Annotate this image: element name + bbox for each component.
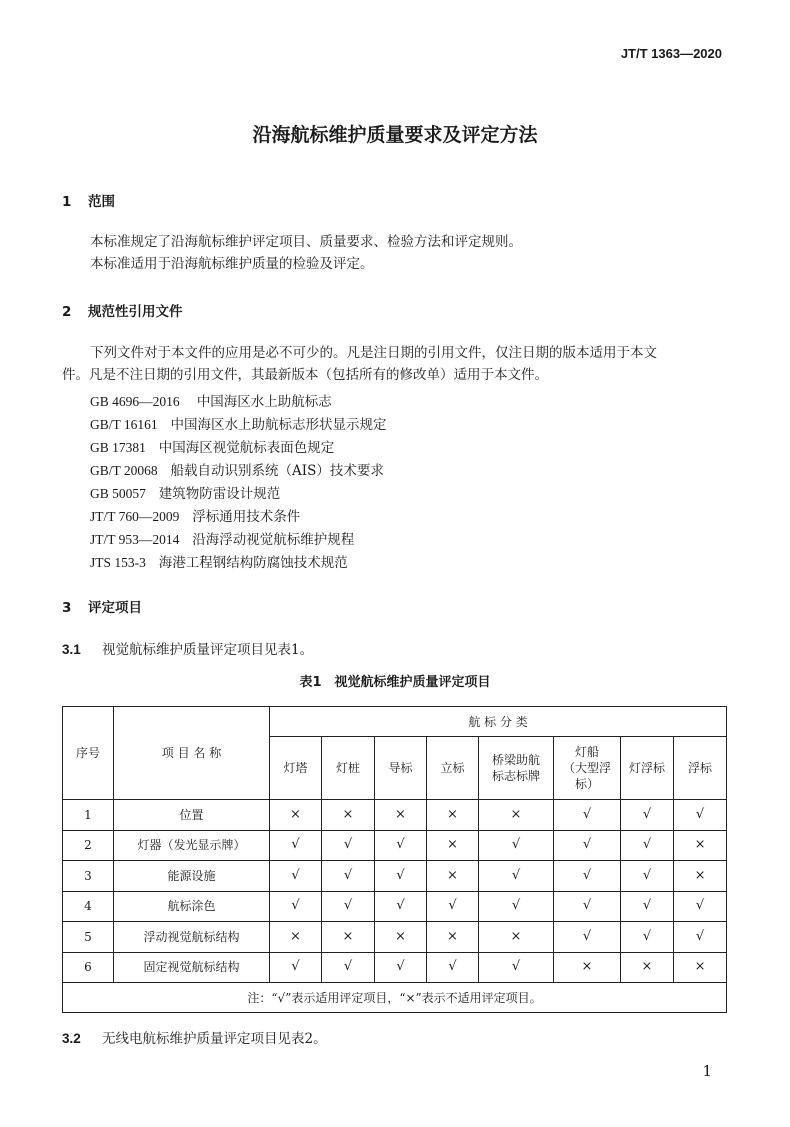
table-row bbox=[63, 891, 727, 922]
clause-3-1 bbox=[62, 638, 313, 658]
clause-3-2 bbox=[62, 1027, 327, 1047]
header-category: 浮标 bbox=[674, 737, 727, 800]
reference-title: 浮标通用技术条件 bbox=[192, 509, 301, 525]
row-mark: × bbox=[479, 922, 554, 953]
row-seq: 2 bbox=[63, 830, 114, 861]
table-1-title: 表1 视觉航标维护质量评定项目 bbox=[299, 675, 491, 690]
reference-code: GB 4696—2016 bbox=[90, 394, 180, 409]
reference-title: 中国海区水上助航标志 bbox=[196, 394, 332, 410]
row-item-name: 浮动视觉航标结构 bbox=[114, 922, 270, 953]
row-mark: × bbox=[621, 952, 674, 983]
section-1-heading bbox=[62, 190, 115, 210]
header-category: 导标 bbox=[375, 737, 427, 800]
row-mark: × bbox=[674, 830, 727, 861]
row-mark: × bbox=[479, 800, 554, 831]
reference-item bbox=[90, 413, 387, 433]
row-mark: √ bbox=[270, 891, 322, 922]
header-category-line: 标志标牌 bbox=[491, 769, 540, 783]
row-mark: × bbox=[554, 952, 621, 983]
document-title: 沿海航标维护质量要求及评定方法 bbox=[252, 124, 538, 146]
header-category: 灯浮标 bbox=[621, 737, 674, 800]
row-mark: × bbox=[375, 922, 427, 953]
reference-item bbox=[90, 390, 332, 410]
row-mark: √ bbox=[270, 952, 322, 983]
table-row bbox=[63, 830, 727, 861]
header-category-line: 灯船 bbox=[574, 745, 599, 759]
reference-title: 船载自动识别系统（AIS）技术要求 bbox=[170, 463, 384, 479]
table-row bbox=[63, 922, 727, 953]
row-mark: √ bbox=[554, 861, 621, 892]
section-2-number: 2 bbox=[62, 304, 72, 320]
row-mark: × bbox=[427, 830, 479, 861]
reference-title: 沿海浮动视觉航标维护规程 bbox=[192, 532, 355, 548]
row-item-name: 固定视觉航标结构 bbox=[114, 952, 270, 983]
row-seq: 6 bbox=[63, 952, 114, 983]
row-mark: × bbox=[270, 800, 322, 831]
header-category-line: 桥梁助航 bbox=[491, 753, 540, 767]
header-category: 灯桩 bbox=[322, 737, 375, 800]
row-seq: 3 bbox=[63, 861, 114, 892]
section-2-intro-line-2: 件。凡是不注日期的引用文件，其最新版本（包括所有的修改单）适用于本文件。 bbox=[62, 367, 548, 383]
row-mark: × bbox=[427, 800, 479, 831]
row-mark: √ bbox=[479, 891, 554, 922]
reference-title: 海港工程钢结构防腐蚀技术规范 bbox=[158, 555, 348, 571]
row-mark: √ bbox=[554, 891, 621, 922]
row-mark: √ bbox=[375, 830, 427, 861]
row-mark: √ bbox=[427, 891, 479, 922]
table-row bbox=[63, 861, 727, 892]
row-mark: × bbox=[674, 861, 727, 892]
row-mark: √ bbox=[322, 830, 375, 861]
row-mark: √ bbox=[479, 861, 554, 892]
row-mark: × bbox=[427, 922, 479, 953]
header-category-group: 航 标 分 类 bbox=[270, 707, 727, 737]
reference-code: JT/T 760—2009 bbox=[90, 509, 180, 524]
row-mark: √ bbox=[674, 800, 727, 831]
reference-item bbox=[90, 551, 348, 571]
clause-3-2-text: 无线电航标维护质量评定项目见表2。 bbox=[102, 1031, 327, 1047]
row-mark: × bbox=[270, 922, 322, 953]
reference-code: GB 50057 bbox=[90, 486, 146, 501]
row-item-name: 灯器（发光显示牌） bbox=[114, 830, 270, 861]
clause-3-1-text: 视觉航标维护质量评定项目见表1。 bbox=[102, 642, 314, 658]
row-mark: √ bbox=[554, 830, 621, 861]
row-mark: √ bbox=[322, 891, 375, 922]
row-mark: × bbox=[322, 800, 375, 831]
reference-code: GB 17381 bbox=[90, 440, 146, 455]
row-seq: 1 bbox=[63, 800, 114, 831]
reference-title: 建筑物防雷设计规范 bbox=[158, 486, 281, 502]
row-mark: √ bbox=[479, 830, 554, 861]
row-mark: √ bbox=[270, 861, 322, 892]
row-mark: √ bbox=[375, 952, 427, 983]
row-mark: √ bbox=[554, 922, 621, 953]
row-item-name: 能源设施 bbox=[114, 861, 270, 892]
section-2-heading bbox=[62, 300, 183, 320]
reference-code: JT/T 953—2014 bbox=[90, 532, 180, 547]
row-mark: √ bbox=[479, 952, 554, 983]
header-seq: 序号 bbox=[63, 707, 114, 800]
row-mark: √ bbox=[322, 861, 375, 892]
row-mark: √ bbox=[621, 830, 674, 861]
section-1-paragraph-1: 本标准规定了沿海航标维护评定项目、质量要求、检验方法和评定规则。 bbox=[90, 234, 522, 250]
table-row bbox=[63, 952, 727, 983]
clause-3-2-number: 3.2 bbox=[62, 1031, 81, 1046]
section-3-number: 3 bbox=[62, 600, 72, 616]
clause-3-1-number: 3.1 bbox=[62, 642, 81, 657]
section-2-title: 规范性引用文件 bbox=[88, 304, 183, 320]
page-number: 1 bbox=[702, 1062, 712, 1080]
row-mark: √ bbox=[375, 861, 427, 892]
section-3-heading bbox=[62, 596, 142, 616]
header-category: 立标 bbox=[427, 737, 479, 800]
row-seq: 5 bbox=[63, 922, 114, 953]
table-row bbox=[63, 800, 727, 831]
row-mark: √ bbox=[674, 922, 727, 953]
row-mark: √ bbox=[621, 891, 674, 922]
row-mark: × bbox=[674, 952, 727, 983]
row-mark: √ bbox=[375, 891, 427, 922]
row-item-name: 航标涂色 bbox=[114, 891, 270, 922]
table-1-note: 注：“√”表示适用评定项目，“×”表示不适用评定项目。 bbox=[63, 983, 727, 1013]
reference-item bbox=[90, 528, 354, 548]
row-mark: √ bbox=[427, 952, 479, 983]
row-item-name: 位置 bbox=[114, 800, 270, 831]
reference-code: GB/T 16161 bbox=[90, 417, 158, 432]
header-category-line: （大型浮标） bbox=[562, 761, 611, 791]
row-mark: √ bbox=[621, 922, 674, 953]
reference-item bbox=[90, 505, 300, 525]
row-mark: √ bbox=[674, 891, 727, 922]
row-mark: √ bbox=[322, 952, 375, 983]
row-mark: √ bbox=[554, 800, 621, 831]
reference-item bbox=[90, 436, 334, 456]
header-item-name: 项 目 名 称 bbox=[114, 707, 270, 800]
section-1-title: 范围 bbox=[88, 194, 115, 210]
standard-code: JT/T 1363—2020 bbox=[620, 46, 722, 61]
reference-title: 中国海区视觉航标表面色规定 bbox=[158, 440, 335, 456]
reference-item bbox=[90, 459, 384, 479]
reference-code: JTS 153-3 bbox=[90, 555, 146, 570]
header-category: 灯塔 bbox=[270, 737, 322, 800]
header-category bbox=[479, 737, 554, 800]
row-mark: × bbox=[322, 922, 375, 953]
row-mark: √ bbox=[270, 830, 322, 861]
row-seq: 4 bbox=[63, 891, 114, 922]
row-mark: × bbox=[427, 861, 479, 892]
section-1-paragraph-2: 本标准适用于沿海航标维护质量的检验及评定。 bbox=[90, 256, 374, 272]
section-2-intro-line-1: 下列文件对于本文件的应用是必不可少的。凡是注日期的引用文件，仅注日期的版本适用于本文 bbox=[90, 345, 657, 361]
header-category bbox=[554, 737, 621, 800]
section-1-number: 1 bbox=[62, 194, 72, 210]
section-3-title: 评定项目 bbox=[88, 600, 142, 616]
row-mark: √ bbox=[621, 861, 674, 892]
row-mark: √ bbox=[621, 800, 674, 831]
table-1 bbox=[62, 706, 727, 1013]
reference-code: GB/T 20068 bbox=[90, 463, 158, 478]
reference-title: 中国海区水上助航标志形状显示规定 bbox=[170, 417, 387, 433]
row-mark: × bbox=[375, 800, 427, 831]
reference-item bbox=[90, 482, 280, 502]
